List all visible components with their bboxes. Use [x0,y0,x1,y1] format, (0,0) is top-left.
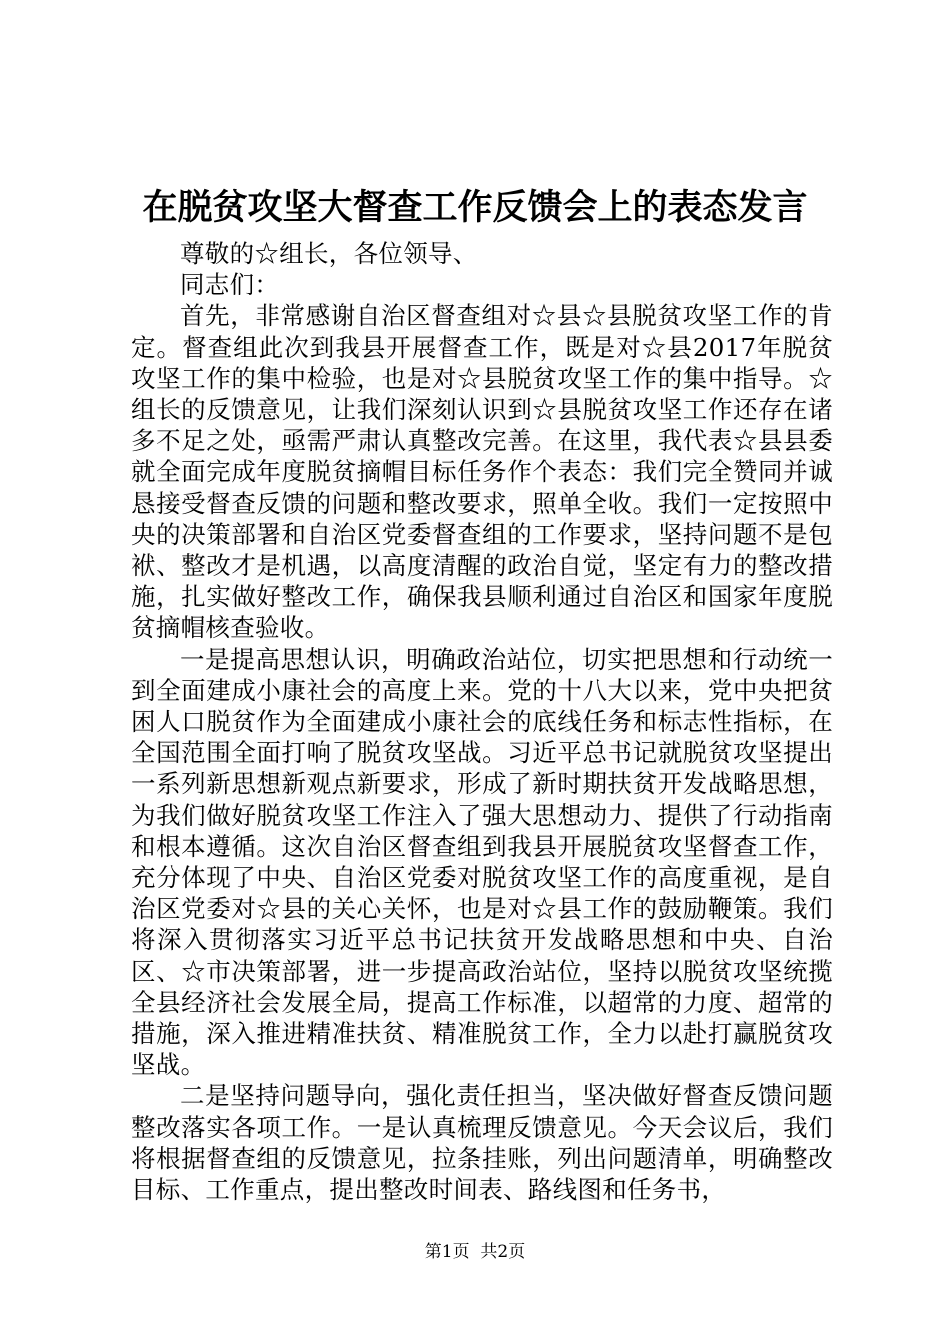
salutation-line: 同志们： [180,270,280,300]
salutation-line: 尊敬的☆组长，各位领导、 [180,239,478,268]
body-paragraph: 二是坚持问题导向，强化责任担当，坚决做好督查反馈问题整改落实各项工作。一是认真梳理反馈意见。今天会议后，我们将根据督查组的反馈意见，拉条挂账，列出问题清单，明确整改目标、工作重点，提出整改时间表、路线图和任务书， [131,1081,833,1205]
page-footer [0,1240,950,1264]
page-number: 第1页 共2页 [424,1242,526,1262]
body-paragraph: 首先，非常感谢自治区督查组对☆县☆县脱贫攻坚工作的肯定。督查组此次到我县开展督查工作，既是对☆县2017年脱贫攻坚工作的集中检验，也是对☆县脱贫攻坚工作的集中指导。☆组长的反馈意见，让我们深刻认识到☆县脱贫攻坚工作还存在诸多不足之处，亟需严肃认真整改完善。在这里，我代表☆县县委就全面完成年度脱贫摘帽目标任务作个表态：我们完全赞同并诚恳接受督查反馈的问题和整改要求，照单全收。我们一定按照中央的决策部署和自治区党委督查组的工作要求，坚持问题不是包袱、整改才是机遇，以高度清醒的政治自觉，坚定有力的整改措施，扎实做好整改工作，确保我县顺利通过自治区和国家年度脱贫摘帽核查验收。 [131,301,833,643]
body-paragraph: 一是提高思想认识，明确政治站位，切实把思想和行动统一到全面建成小康社会的高度上来。党的十八大以来，党中央把贫困人口脱贫作为全面建成小康社会的底线任务和标志性指标，在全国范围全面打响了脱贫攻坚战。习近平总书记就脱贫攻坚提出一系列新思想新观点新要求，形成了新时期扶贫开发战略思想，为我们做好脱贫攻坚工作注入了强大思想动力、提供了行动指南和根本遵循。这次自治区督查组到我县开展脱贫攻坚督查工作，充分体现了中央、自治区党委对脱贫攻坚工作的高度重视，是自治区党委对☆县的关心关怀，也是对☆县工作的鼓励鞭策。我们将深入贯彻落实习近平总书记扶贫开发战略思想和中央、自治区、☆市决策部署，进一步提高政治站位，坚持以脱贫攻坚统揽全县经济社会发展全局，提高工作标准，以超常的力度、超常的措施，深入推进精准扶贫、精准脱贫工作，全力以赴打赢脱贫攻坚战。 [131,644,833,1080]
document-body [131,238,833,1205]
document-title: 在脱贫攻坚大督查工作反馈会上的表态发言 [142,187,808,228]
